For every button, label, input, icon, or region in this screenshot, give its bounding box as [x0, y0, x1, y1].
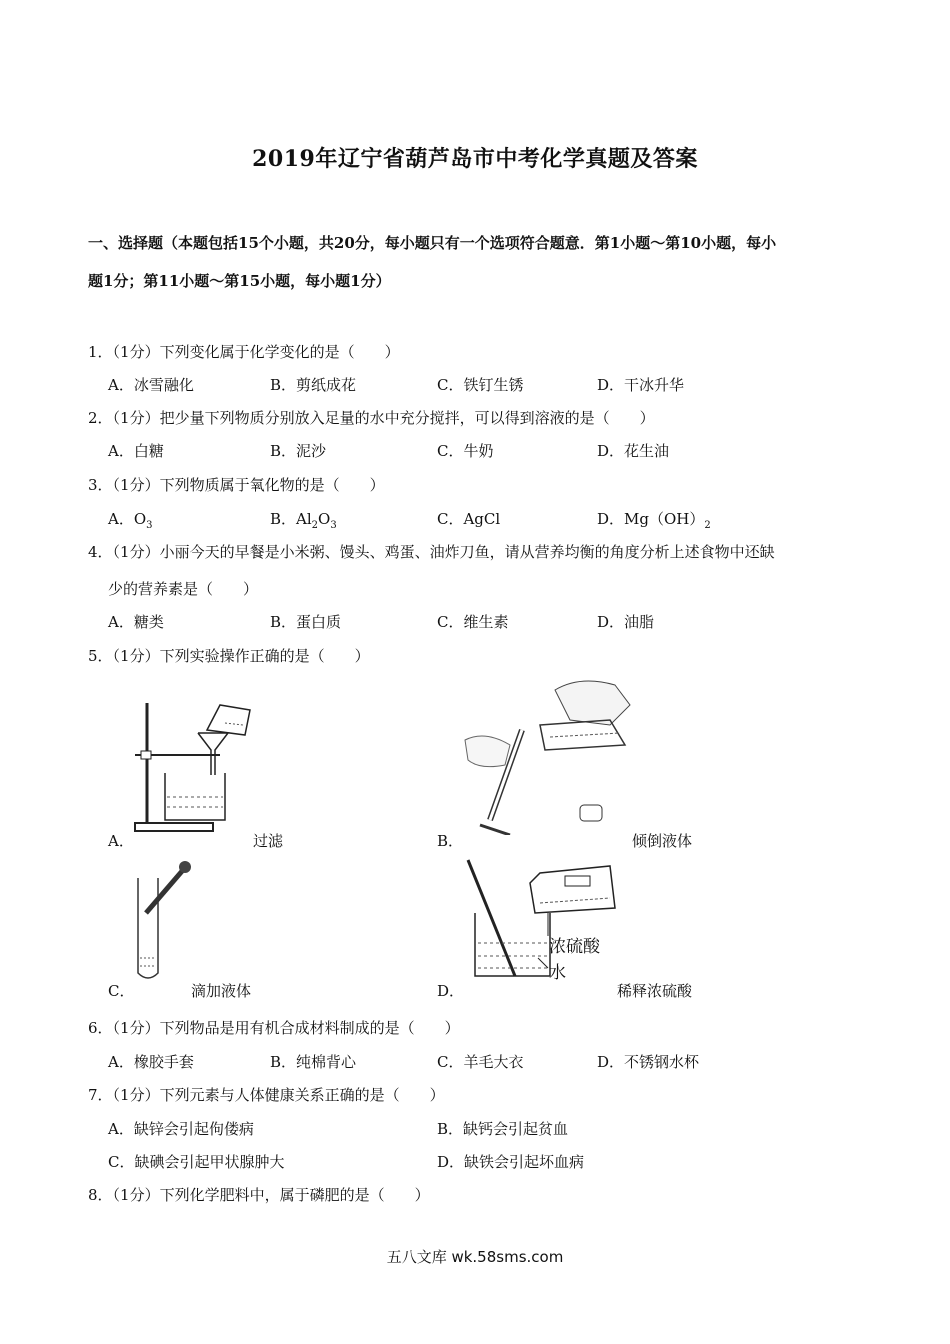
q2-option-a: A．白糖 — [108, 442, 164, 460]
label-water: 水 — [549, 963, 566, 983]
q3-option-a: A．$O_3$ — [108, 510, 153, 531]
q5-option-c: C． — [108, 982, 135, 1000]
q5-caption-d: 稀释浓硫酸 — [617, 982, 693, 1000]
q6-option-a: A．橡胶手套 — [108, 1053, 194, 1071]
q2-option-d: D．花生油 — [597, 442, 670, 460]
question-1-stem: 1．（1分）下列变化属于化学变化的是（ ） — [88, 343, 400, 361]
q2-option-c: C．牛奶 — [437, 442, 494, 460]
section-heading-line1: 一、选择题（本题包括15个小题，共20分，每小题只有一个选项符合题意．第1小题～第10小题，每小 — [88, 234, 777, 252]
q4-option-b: B．蛋白质 — [270, 613, 342, 631]
q7-option-c: C．缺碘会引起甲状腺肿大 — [108, 1153, 285, 1171]
q3-option-c: C．AgCl — [437, 510, 501, 528]
question-4-stem-cont: 少的营养素是（ ） — [108, 580, 259, 598]
q5-caption-c: 滴加液体 — [191, 982, 252, 1000]
q7-option-d: D．缺铁会引起坏血病 — [437, 1153, 585, 1171]
q6-option-b: B．纯棉背心 — [270, 1053, 357, 1071]
q5-caption-b: 倾倒液体 — [632, 832, 693, 850]
page-title: 2019年辽宁省葫芦岛市中考化学真题及答案 — [252, 146, 698, 172]
q7-option-b: B．缺钙会引起贫血 — [437, 1120, 569, 1138]
q1-option-c: C．铁钉生锈 — [437, 376, 524, 394]
section-heading-line2: 题1分；第11小题～第15小题，每小题1分） — [88, 272, 391, 290]
question-4-stem: 4．（1分）小丽今天的早餐是小米粥、馒头、鸡蛋、油炸刀鱼，请从营养均衡的角度分析上述食物中还缺 — [88, 543, 775, 561]
q3-option-b: B．$Al_2O_3$ — [270, 510, 337, 531]
question-8-stem: 8．（1分）下列化学肥料中，属于磷肥的是（ ） — [88, 1186, 430, 1204]
footer-site: 五八文库 wk.58sms.com — [386, 1248, 564, 1266]
filtration-figure — [125, 695, 265, 840]
question-3-stem: 3．（1分）下列物质属于氧化物的是（ ） — [88, 476, 385, 494]
question-6-stem: 6．（1分）下列物品是用有机合成材料制成的是（ ） — [88, 1019, 460, 1037]
q5-option-d: D． — [437, 982, 465, 1000]
q7-option-a: A．缺锌会引起佝偻病 — [108, 1120, 254, 1138]
q3-option-d: D．$Mg(OH)_2$ — [597, 510, 711, 531]
q6-option-d: D．不锈钢水杯 — [597, 1053, 700, 1071]
q6-option-c: C．羊毛大衣 — [437, 1053, 524, 1071]
pouring-liquid-figure — [460, 675, 640, 835]
q1-option-a: A．冰雪融化 — [108, 376, 194, 394]
q5-option-b: B． — [437, 832, 464, 850]
q1-option-d: D．干冰升华 — [597, 376, 685, 394]
question-5-stem: 5．（1分）下列实验操作正确的是（ ） — [88, 647, 370, 665]
q4-option-c: C．维生素 — [437, 613, 509, 631]
q5-caption-a: 过滤 — [253, 832, 284, 850]
dropping-liquid-figure — [128, 858, 198, 983]
q2-option-b: B．泥沙 — [270, 442, 327, 460]
question-2-stem: 2．（1分）把少量下列物质分别放入足量的水中充分搅拌，可以得到溶液的是（ ） — [88, 409, 655, 427]
q4-option-a: A．糖类 — [108, 613, 164, 631]
q4-option-d: D．油脂 — [597, 613, 655, 631]
label-concentrated-sulfuric-acid: 浓硫酸 — [549, 937, 600, 957]
q1-option-b: B．剪纸成花 — [270, 376, 357, 394]
diluting-acid-figure — [460, 858, 620, 983]
question-7-stem: 7．（1分）下列元素与人体健康关系正确的是（ ） — [88, 1086, 445, 1104]
q5-option-a: A． — [108, 832, 134, 850]
